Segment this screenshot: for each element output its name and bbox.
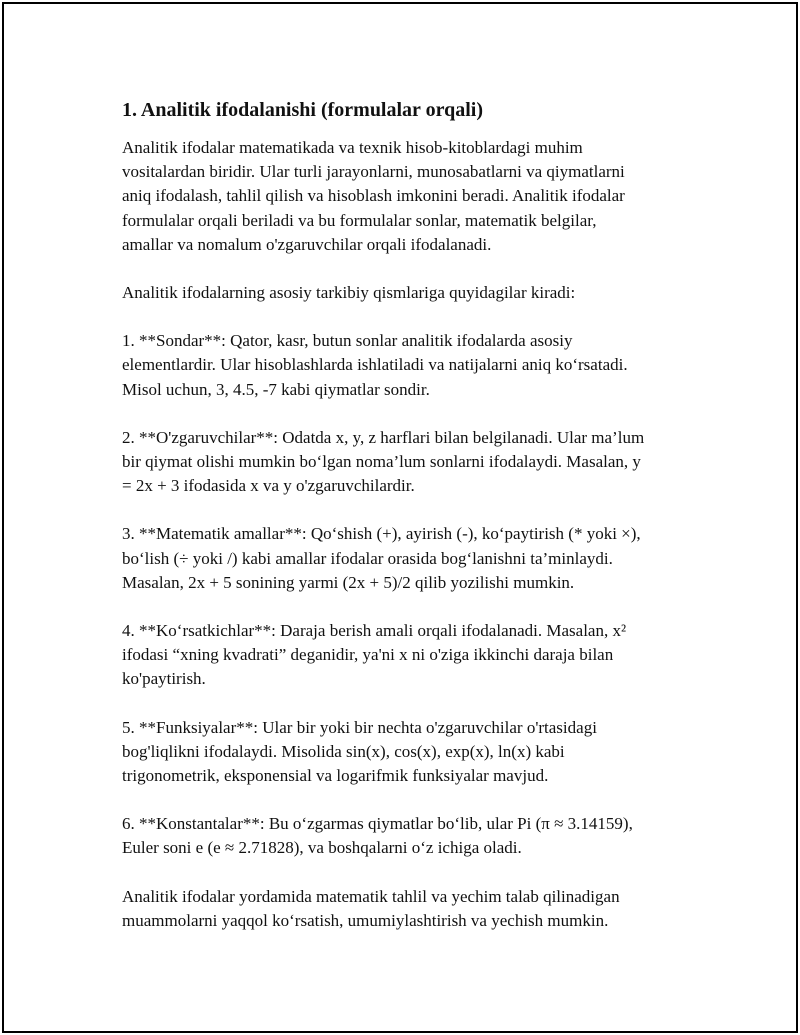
list-item-exponents: 4. **Ko‘rsatkichlar**: Daraja berish amali orqali ifodalanadi. Masalan, x² ifodasi “xning kvadrati” deganidir, ya'ni x ni o'ziga ikkinchi daraja bilan ko'paytirish. <box>122 621 627 689</box>
document-title: 1. Analitik ifodalanishi (formulalar orqali) <box>122 99 483 121</box>
document-body <box>122 96 702 957</box>
paragraph-intro: Analitik ifodalar matematikada va texnik hisob-kitoblardagi muhim vositalardan biridir. Ular turli jarayonlarni, munosabatlarni va qiymatlarni aniq ifodalash, tahlil qilish va hisoblash imkonini beradi. Analitik ifodalar formulalar orqali beriladi va bu formulalar sonlar, matematik belgilar, amallar va nomalum o'zgaruvchilar orqali ifodalanadi. <box>122 138 625 254</box>
list-item-operations: 3. **Matematik amallar**: Qo‘shish (+), ayirish (-), ko‘paytirish (* yoki ×), bo‘lish (÷ yoki /) kabi amallar ifodalar orasida bog‘lanishni ta’minlaydi. Masalan, 2x + 5 sonining yarmi (2x + 5)/2 qilib yozilishi mumkin. <box>122 524 641 592</box>
paragraph-conclusion: Analitik ifodalar yordamida matematik tahlil va yechim talab qilinadigan muammolarni yaqqol ko‘rsatish, umumiylashtirish va yechish mumkin. <box>122 886 620 930</box>
paragraph-components-lead: Analitik ifodalarning asosiy tarkibiy qismlariga quyidagilar kiradi: <box>122 283 576 303</box>
page-frame <box>2 2 798 1033</box>
list-item-numbers: 1. **Sondar**: Qator, kasr, butun sonlar analitik ifodalarda asosiy elementlardir. Ular hisoblashlarda ishlatiladi va natijalarni aniq ko‘rsatadi. Misol uchun, 3, 4.5, -7 kabi qiymatlar sondir. <box>122 331 628 399</box>
list-item-variables: 2. **O'zgaruvchilar**: Odatda x, y, z harflari bilan belgilanadi. Ular ma’lum bir qiymat olishi mumkin bo‘lgan noma’lum sonlarni ifodalaydi. Masalan, y = 2x + 3 ifodasida x va y o'zgaruvchilardir. <box>122 427 645 496</box>
list-item-functions: 5. **Funksiyalar**: Ular bir yoki bir nechta o'zgaruvchilar o'rtasidagi bog'liqlikni ifodalaydi. Misolida sin(x), cos(x), exp(x), ln(x) kabi trigonometrik, eksponensial va logarifmik funksiyalar mavjud. <box>122 717 597 786</box>
list-item-constants: 6. **Konstantalar**: Bu o‘zgarmas qiymatlar bo‘lib, ular Pi (π ≈ 3.14159), Euler soni e (e ≈ 2.71828), va boshqalarni o‘z ichiga oladi. <box>122 814 633 858</box>
